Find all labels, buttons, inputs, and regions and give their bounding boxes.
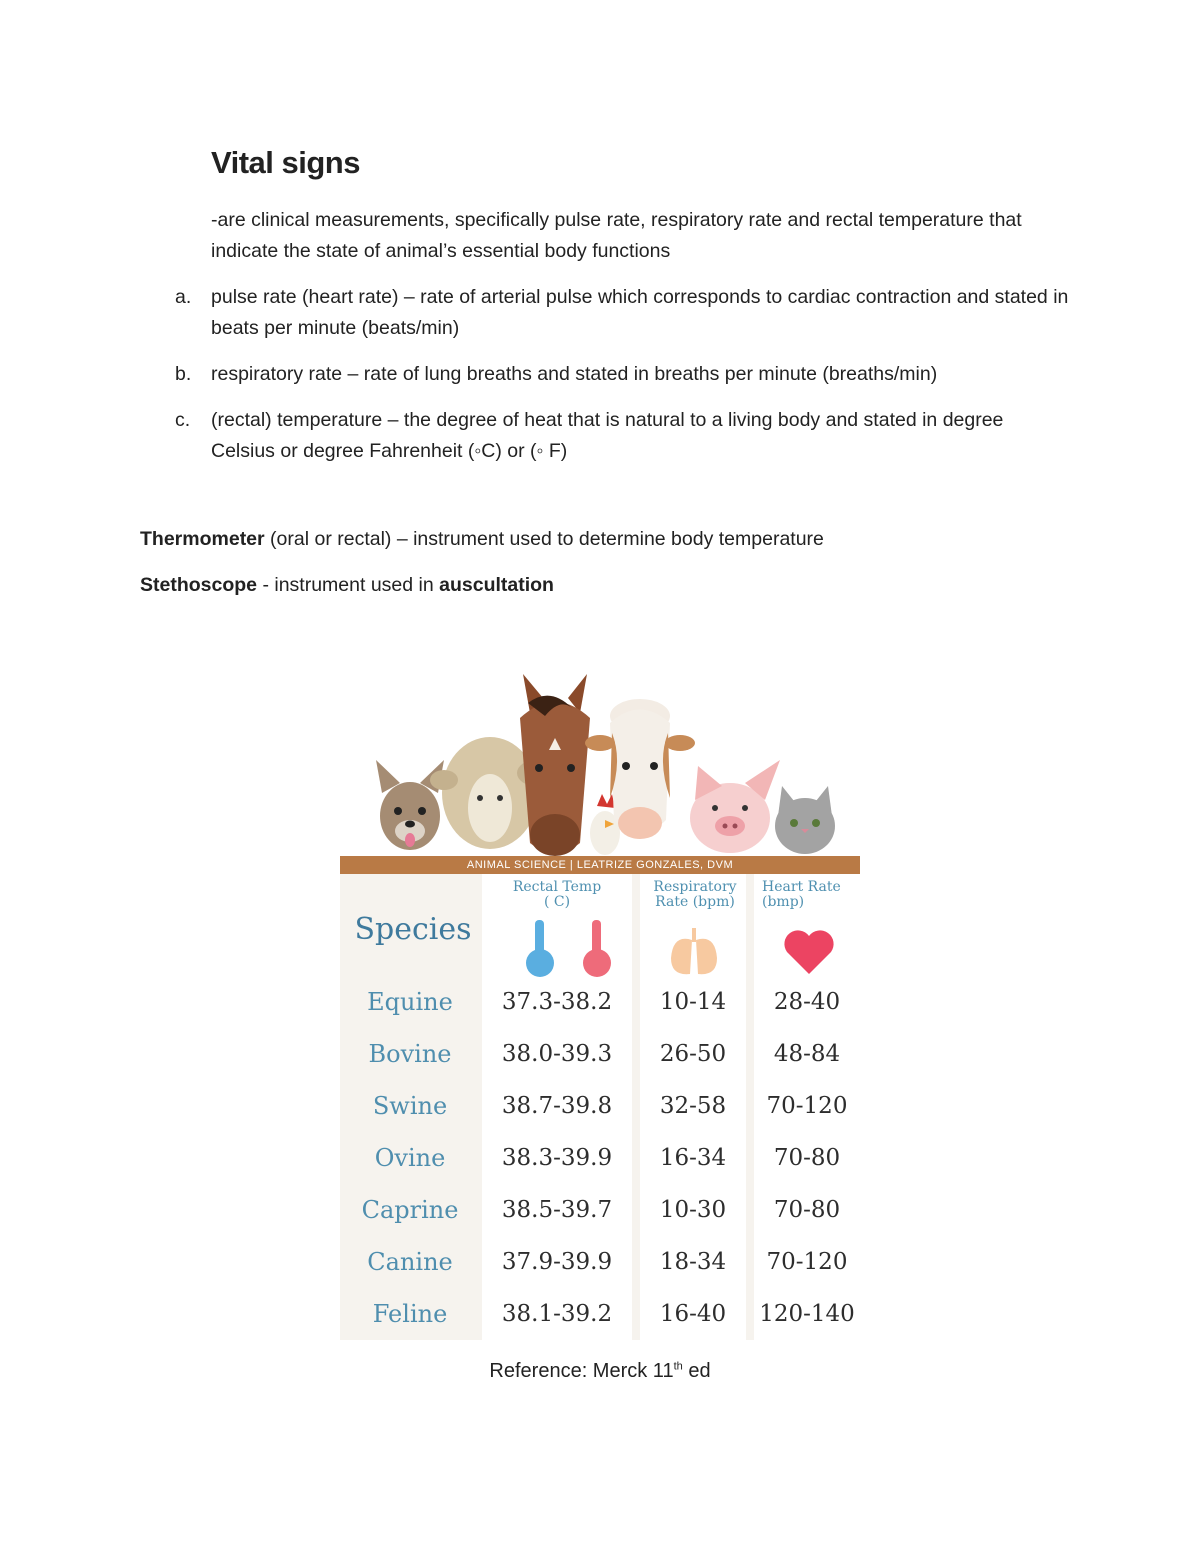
reference-text: Reference: Merck 11 — [489, 1360, 674, 1382]
species-cell: Canine — [367, 1248, 453, 1276]
table-row — [340, 980, 860, 1032]
thermometer-text: (oral or rectal) – instrument used to determine body temperature — [264, 528, 824, 550]
species-cell: Equine — [367, 988, 453, 1016]
resp-cell: 32-58 — [659, 1093, 727, 1119]
page-title: Vital signs — [211, 145, 360, 180]
list-marker: c. — [175, 409, 191, 431]
temp-cell: 38.7-39.8 — [501, 1093, 613, 1119]
reference-suffix: ed — [682, 1360, 711, 1382]
resp-cell: 26-50 — [659, 1041, 727, 1067]
reference-superscript: th — [673, 1360, 683, 1373]
species-cell: Caprine — [361, 1196, 459, 1224]
list-item-text: (rectal) temperature – the degree of heat that is natural to a living body and stated in degree Celsius or degree Fahrenheit (◦C) or (◦ F) — [211, 409, 1004, 462]
definition-list — [175, 282, 1075, 482]
pig-icon — [690, 760, 780, 853]
resp-cell: 16-34 — [659, 1145, 727, 1171]
table-row — [340, 1292, 860, 1344]
heart-rate-header-line1: Heart Rate — [762, 879, 841, 895]
heart-rate-header-line2: (bmp) — [762, 894, 805, 910]
heart-rate-header — [754, 880, 862, 910]
column-icons — [340, 918, 860, 988]
cat-icon — [775, 786, 835, 854]
farm-animals-illustration — [340, 668, 860, 858]
list-item-text: respiratory rate – rate of lung breaths and stated in breaths per minute (breaths/min) — [211, 363, 938, 385]
auscultation-term: auscultation — [439, 574, 554, 596]
stethoscope-definition — [140, 574, 554, 597]
heart-cell: 120-140 — [759, 1301, 855, 1327]
temp-cell: 37.9-39.9 — [501, 1249, 613, 1275]
list-marker: a. — [175, 286, 192, 308]
temp-cell: 37.3-38.2 — [501, 989, 613, 1015]
vital-signs-table — [340, 874, 860, 1340]
resp-cell: 10-30 — [659, 1197, 727, 1223]
reference-note — [0, 1360, 1200, 1383]
list-marker: b. — [175, 363, 192, 385]
stethoscope-term: Stethoscope — [140, 574, 258, 596]
rectal-temp-header-line2: ( C) — [543, 894, 571, 910]
heart-cell: 70-80 — [773, 1197, 841, 1223]
respiratory-rate-header-line1: Respiratory — [653, 879, 737, 895]
species-cell: Feline — [372, 1300, 448, 1328]
species-cell: Ovine — [374, 1144, 446, 1172]
stethoscope-text: - instrument used in — [257, 574, 440, 596]
temp-cell: 38.5-39.7 — [501, 1197, 613, 1223]
thermometer-hot-icon — [583, 920, 611, 977]
thermometer-cold-icon — [526, 920, 554, 977]
thermometer-definition — [140, 528, 824, 551]
temp-cell: 38.0-39.3 — [501, 1041, 613, 1067]
vital-signs-infographic — [340, 668, 860, 1340]
thermometer-term: Thermometer — [140, 528, 265, 550]
species-header: Species — [354, 912, 472, 947]
resp-cell: 10-14 — [659, 989, 727, 1015]
heart-icon — [784, 930, 833, 974]
table-row — [340, 1084, 860, 1136]
list-item-text: pulse rate (heart rate) – rate of arterial pulse which corresponds to cardiac contraction and stated in beats per minute (beats/min) — [211, 286, 1069, 339]
heart-cell: 70-80 — [773, 1145, 841, 1171]
infographic-banner: ANIMAL SCIENCE | LEATRIZE GONZALES, DVM — [340, 856, 860, 874]
temp-cell: 38.3-39.9 — [501, 1145, 613, 1171]
temp-cell: 38.1-39.2 — [501, 1301, 613, 1327]
heart-cell: 28-40 — [773, 989, 841, 1015]
heart-cell: 70-120 — [766, 1093, 848, 1119]
lungs-icon — [671, 928, 717, 974]
heart-cell: 48-84 — [773, 1041, 841, 1067]
respiratory-rate-header-line2: Rate (bpm) — [655, 894, 735, 910]
intro-text: -are clinical measurements, specifically pulse rate, respiratory rate and rectal temperature that indicate the state of animal’s essential body functions — [211, 209, 1022, 262]
resp-cell: 18-34 — [659, 1249, 727, 1275]
species-cell: Swine — [372, 1092, 448, 1120]
table-row — [340, 1032, 860, 1084]
rectal-temp-header — [482, 880, 632, 910]
table-row — [340, 1188, 860, 1240]
table-row — [340, 1136, 860, 1188]
rectal-temp-header-line1: Rectal Temp — [512, 879, 602, 895]
list-item — [175, 405, 1075, 467]
heart-cell: 70-120 — [766, 1249, 848, 1275]
species-cell: Bovine — [368, 1040, 452, 1068]
table-row — [340, 1240, 860, 1292]
horse-icon — [520, 674, 590, 856]
list-item — [175, 282, 1075, 344]
respiratory-rate-header — [640, 880, 750, 910]
resp-cell: 16-40 — [659, 1301, 727, 1327]
list-item — [175, 359, 1075, 390]
